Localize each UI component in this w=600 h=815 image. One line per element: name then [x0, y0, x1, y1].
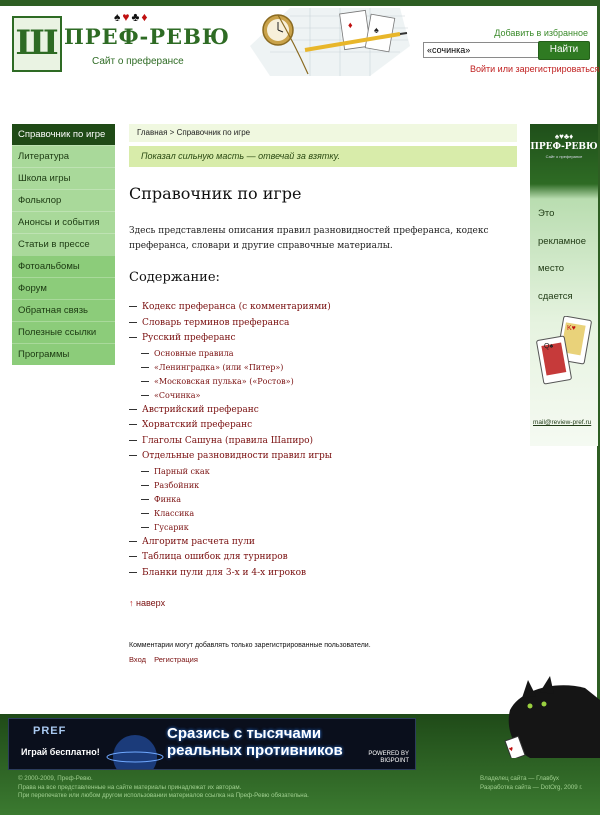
playing-cards-icon [536, 316, 592, 402]
footer-copyright [18, 775, 309, 801]
search-button[interactable]: Найти [538, 41, 590, 60]
toc-link[interactable]: Русский преферанс [142, 333, 236, 343]
sidebar-item-programs[interactable]: Программы [12, 343, 115, 365]
sidebar-nav [12, 124, 115, 365]
toc-subitem [129, 521, 509, 535]
toc-link[interactable]: Парный скак [154, 466, 210, 476]
banner-powered [368, 751, 409, 765]
login-register-link[interactable]: Войти или зарегистрироваться [470, 64, 600, 74]
sidebar-item-school[interactable]: Школа игры [12, 167, 115, 189]
toc-item [129, 403, 509, 419]
toc-item [129, 300, 509, 316]
toc-link[interactable]: «Московская пулька» («Ростов») [154, 376, 294, 386]
sidebar-item-folklore[interactable]: Фольклор [12, 189, 115, 211]
toc-link[interactable]: «Ленинградка» (или «Питер») [154, 362, 284, 372]
arrow-up-icon: ↑ [129, 598, 134, 608]
toc-item [129, 316, 509, 332]
add-to-favorites-link[interactable]: Добавить в избранное [494, 28, 588, 38]
ad-text-line: Это [538, 208, 555, 219]
banner-powered-name: BIGPOINT [380, 758, 409, 764]
sidebar-item-forum[interactable]: Форум [12, 277, 115, 299]
toc-link[interactable]: Разбойник [154, 480, 200, 490]
toc-item [129, 566, 509, 582]
contents-heading: Содержание: [129, 270, 220, 285]
ad-slogan: Сайт о преферансе [545, 154, 583, 159]
game-ad-banner[interactable] [8, 718, 416, 770]
page-title: Справочник по игре [129, 184, 302, 203]
svg-text:♠: ♠ [374, 25, 379, 35]
toc-item [129, 434, 509, 450]
ad-text-line: сдается [538, 291, 573, 302]
ad-text-line: рекламное [538, 236, 587, 247]
logo-suits-icon: ♠♥♣♦ [114, 10, 150, 24]
toc-subitem [129, 507, 509, 521]
sidebar-item-reference[interactable]: Справочник по игре [12, 124, 115, 145]
ad-suits-icon: ♠♥♣♦ [554, 132, 574, 141]
banner-play-free: Играй бесплатно! [21, 747, 100, 757]
toc-link[interactable]: Классика [154, 508, 195, 518]
toc-subitem [129, 479, 509, 493]
toc-subitem [129, 493, 509, 507]
header-illustration [250, 6, 410, 76]
toc-link[interactable]: Гусарик [154, 522, 189, 532]
banner-headline [167, 725, 343, 759]
svg-text:K♥: K♥ [567, 325, 576, 332]
rights-text: Права на все представленные на сайте материалы принадлежат их авторам. [18, 783, 242, 791]
ad-text-line: место [538, 263, 565, 274]
search-input[interactable] [423, 42, 541, 58]
toc-link[interactable]: Кодекс преферанса (с комментариями) [142, 302, 331, 312]
toc-link[interactable]: Бланки пули для 3-х и 4-х игроков [142, 567, 307, 578]
developer-link[interactable]: Разработка сайта [480, 783, 531, 791]
toc-link[interactable]: Основные правила [154, 348, 234, 358]
sidebar-item-links[interactable]: Полезные ссылки [12, 321, 115, 343]
toc-link[interactable]: Алгоритм расчета пули [142, 536, 255, 547]
banner-headline-line: Сразись с тысячами [167, 725, 322, 742]
toc-link[interactable]: Хорватский преферанс [142, 420, 253, 430]
black-cat-illustration [500, 670, 600, 758]
back-to-top [129, 598, 165, 608]
breadcrumb-home-link[interactable]: Главная [137, 128, 168, 137]
breadcrumb [129, 124, 517, 142]
intro-text: Здесь представлены описания правил разновидностей преферанса, кодекс преферанса, словари и другие справочные материалы. [129, 226, 489, 251]
comment-note: Комментарии могут добавлять только зарегистрированные пользователи. [129, 642, 371, 649]
toc-link[interactable]: Глаголы Сашуна (правила Шапиро) [142, 435, 314, 446]
sidebar-item-photos[interactable]: Фотоальбомы [12, 255, 115, 277]
back-to-top-link[interactable]: наверх [136, 598, 166, 608]
quote-banner: Показал сильную масть — отвечай за взятку. [129, 146, 517, 167]
toc-link[interactable]: «Сочинка» [154, 390, 201, 400]
sidebar-item-announcements[interactable]: Анонсы и события [12, 211, 115, 233]
footer-credits [480, 775, 583, 792]
developer-text: — DotOrg, 2009 г. [530, 783, 583, 791]
planet-icon [105, 719, 165, 769]
register-link[interactable]: Регистрация [154, 655, 198, 664]
toc-subitem [129, 375, 509, 389]
login-link[interactable]: Вход [129, 655, 146, 664]
toc-item [129, 418, 509, 434]
svg-text:Q♠: Q♠ [544, 343, 554, 350]
banner-powered-label: POWERED BY [368, 751, 409, 757]
svg-text:♦: ♦ [348, 20, 353, 30]
toc-item [129, 331, 509, 347]
toc-subitem [129, 389, 509, 403]
toc-subitem [129, 361, 509, 375]
banner-game-name: PREF [33, 725, 67, 737]
site-logo[interactable] [10, 10, 230, 72]
ad-banner[interactable] [530, 124, 598, 446]
toc-link[interactable]: Словарь терминов преферанса [142, 317, 290, 328]
toc-subitem [129, 347, 509, 361]
toc-link[interactable]: Таблица ошибок для турниров [142, 552, 288, 562]
logo-title: ПРЕФ-РЕВЮ [64, 24, 230, 49]
svg-text:♥: ♥ [508, 745, 515, 754]
sidebar-item-press[interactable]: Статьи в прессе [12, 233, 115, 255]
toc-link[interactable]: Финка [154, 494, 182, 504]
breadcrumb-separator: > [167, 128, 177, 137]
toc-item [129, 550, 509, 566]
owner-text: Владелец сайта — Главбух [480, 775, 560, 782]
sidebar-item-feedback[interactable]: Обратная связь [12, 299, 115, 321]
table-of-contents [129, 300, 509, 581]
logo-monogram: Ш [12, 16, 62, 72]
toc-item [129, 449, 509, 465]
toc-item [129, 535, 509, 551]
logo-subtitle: Сайт о преферансе [92, 56, 184, 67]
breadcrumb-current: Справочник по игре [176, 128, 251, 137]
toc-subitem [129, 465, 509, 479]
auth-links [129, 655, 204, 664]
copyright-text: © 2000-2009, Преф-Ревю. [18, 775, 93, 782]
toc-link[interactable]: Отдельные разновидности правил игры [142, 451, 332, 461]
ad-email-link[interactable]: mail@review-pref.ru [533, 419, 592, 426]
banner-headline-line: реальных противников [167, 742, 343, 759]
toc-link[interactable]: Австрийский преферанс [142, 404, 259, 415]
reprint-text: При перепечатке или любом другом использовании материалов ссылка на Преф-Ревю обязательна. [18, 792, 309, 799]
ad-brand: ПРЕФ-РЕВЮ [530, 142, 598, 152]
sidebar-item-literature[interactable]: Литература [12, 145, 115, 167]
